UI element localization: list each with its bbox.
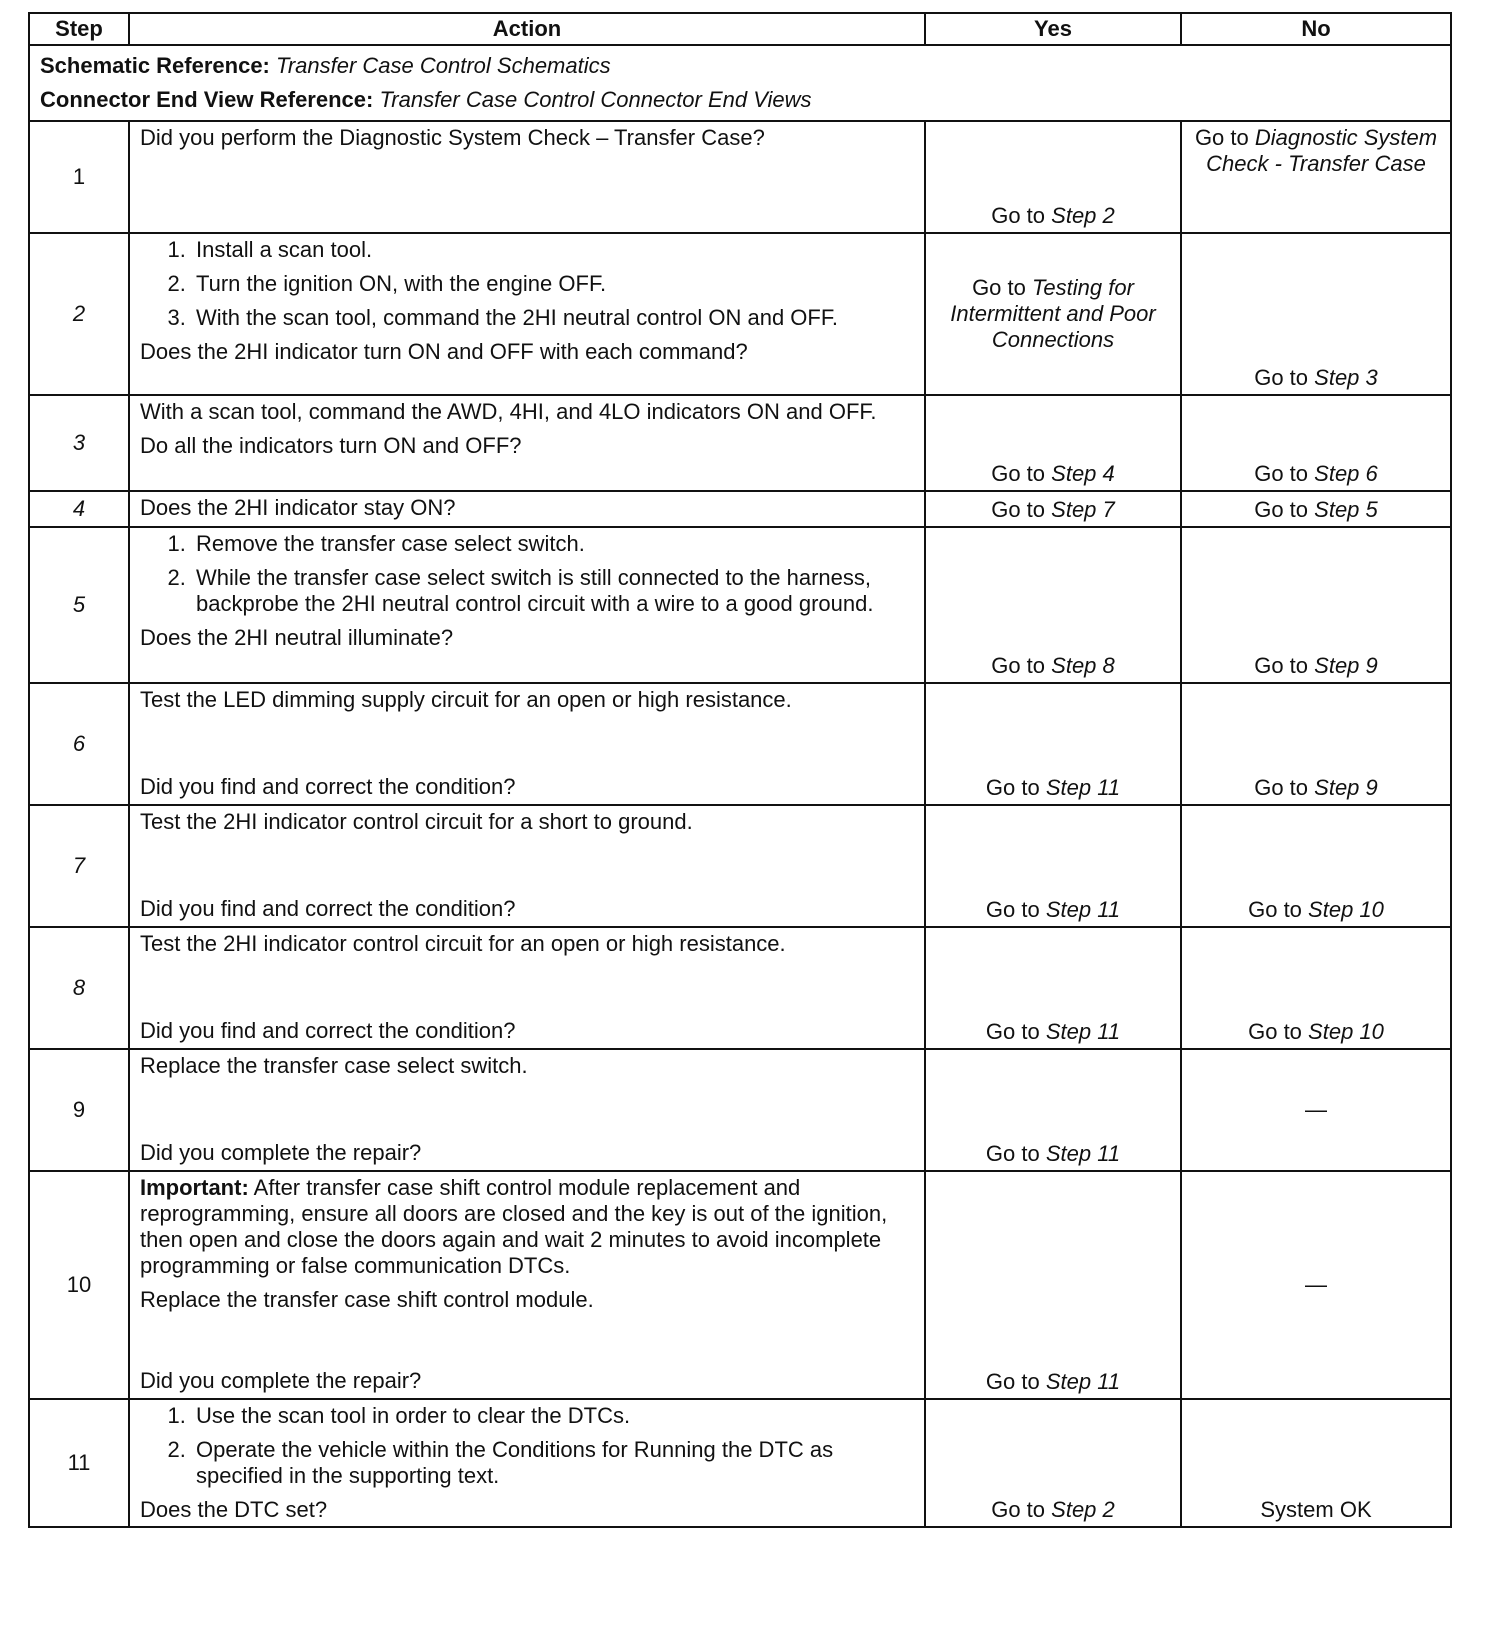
action-cell (129, 121, 925, 233)
yes-target: Step 8 (1051, 653, 1115, 678)
yes-target: Step 4 (1051, 461, 1115, 486)
list-item: 2. Operate the vehicle within the Conditions for Running the DTC as specified in the supporting text. (192, 1437, 914, 1489)
important-label: Important: (140, 1175, 249, 1200)
no-cell (1181, 683, 1451, 805)
yes-target: Step 11 (1045, 775, 1121, 800)
go-to-label: Go to (985, 775, 1040, 800)
go-to-label: Go to (985, 1141, 1040, 1166)
yes-target: Step 2 (1051, 203, 1115, 228)
yes-cell (925, 805, 1181, 927)
step-number: 5 (29, 527, 129, 683)
yes-target: Step 7 (1051, 497, 1115, 522)
no-cell (1181, 1049, 1451, 1171)
step-text: Test the 2HI indicator control circuit for an open or high resistance. (140, 931, 786, 956)
list-item: 2. Turn the ignition ON, with the engine OFF. (192, 271, 914, 297)
no-cell (1181, 491, 1451, 527)
go-to-label: Go to (1248, 897, 1302, 922)
step-question: Does the 2HI indicator stay ON? (140, 495, 456, 520)
step-text: Test the 2HI indicator control circuit for a short to ground. (140, 809, 693, 834)
yes-cell (925, 491, 1181, 527)
action-cell (129, 395, 925, 491)
action-cell (129, 1171, 925, 1399)
important-text: After transfer case shift control module replacement and reprogramming, ensure all doors are closed and the key is out of the ignition, then open and close the doors again and wait 2 minutes to avoid incomplete programming or false communication DTCs. (140, 1175, 888, 1278)
action-cell (129, 1049, 925, 1171)
connector-reference (40, 83, 1440, 117)
action-cell (129, 805, 925, 927)
no-cell (1181, 1399, 1451, 1527)
no-target: Step 9 (1314, 775, 1378, 800)
step-question: Did you complete the repair? (140, 1368, 422, 1393)
diagnostic-table (28, 12, 1452, 1528)
go-to-label: Go to (1248, 1019, 1302, 1044)
reference-cell (29, 45, 1451, 121)
no-cell (1181, 395, 1451, 491)
list-item: 3. With the scan tool, command the 2HI neutral control ON and OFF. (192, 305, 914, 331)
step-text: With a scan tool, command the AWD, 4HI, and 4LO indicators ON and OFF. (140, 399, 877, 424)
system-ok-result: System OK (1260, 1497, 1372, 1522)
list-item: 1. Remove the transfer case select switch. (192, 531, 914, 557)
header-yes: Yes (925, 13, 1181, 45)
step-number: 9 (29, 1049, 129, 1171)
table-row (29, 491, 1451, 527)
step-number: 11 (29, 1399, 129, 1527)
yes-target: Step 11 (1045, 1019, 1121, 1044)
connector-reference-label: Connector End View Reference: (40, 87, 374, 112)
instruction-list (140, 531, 914, 617)
table-row (29, 121, 1451, 233)
no-cell (1181, 927, 1451, 1049)
no-target: Step 6 (1314, 461, 1378, 486)
go-to-label: Go to (985, 1369, 1040, 1394)
step-question: Do all the indicators turn ON and OFF? (140, 433, 522, 458)
no-target: Step 10 (1308, 897, 1384, 922)
yes-cell (925, 927, 1181, 1049)
yes-cell (925, 527, 1181, 683)
go-to-label: Go to (985, 897, 1040, 922)
go-to-label: Go to (1254, 775, 1309, 800)
important-note (140, 1175, 914, 1279)
go-to-label: Go to (1254, 497, 1309, 522)
table-row (29, 927, 1451, 1049)
go-to-label: Go to (1254, 365, 1309, 390)
go-to-label: Go to (985, 1019, 1040, 1044)
yes-cell (925, 1399, 1181, 1527)
list-item: 1. Install a scan tool. (192, 237, 914, 263)
yes-target: Step 2 (1051, 1497, 1115, 1522)
go-to-label: Go to (1254, 653, 1309, 678)
yes-target: Step 11 (1045, 897, 1121, 922)
step-question: Did you find and correct the condition? (140, 896, 516, 921)
header-no: No (1181, 13, 1451, 45)
action-cell (129, 233, 925, 395)
action-cell (129, 491, 925, 527)
list-item: 2. While the transfer case select switch is still connected to the harness, backprobe the 2HI neutral control circuit with a wire to a good ground. (192, 565, 914, 617)
step-number: 8 (29, 927, 129, 1049)
schematic-reference-value: Transfer Case Control Schematics (276, 53, 611, 78)
go-to-label: Go to (991, 653, 1046, 678)
no-cell (1181, 1171, 1451, 1399)
go-to-label: Go to (1194, 125, 1249, 150)
step-question: Does the DTC set? (140, 1497, 328, 1522)
yes-target: Step 11 (1045, 1141, 1121, 1166)
step-text: Test the LED dimming supply circuit for an open or high resistance. (140, 687, 792, 712)
step-question: Did you find and correct the condition? (140, 1018, 516, 1043)
no-target: Step 10 (1308, 1019, 1384, 1044)
header-step: Step (29, 13, 129, 45)
no-dash: — (1305, 1272, 1327, 1297)
table-row (29, 1171, 1451, 1399)
go-to-label: Go to (1254, 461, 1309, 486)
yes-cell (925, 121, 1181, 233)
go-to-label: Go to (991, 203, 1046, 228)
no-cell (1181, 527, 1451, 683)
yes-cell (925, 1171, 1181, 1399)
yes-target: Testing for Intermittent and Poor Connections (950, 275, 1156, 352)
header-action: Action (129, 13, 925, 45)
no-target: Step 5 (1314, 497, 1378, 522)
step-question: Did you find and correct the condition? (140, 774, 516, 799)
no-target: Step 3 (1314, 365, 1378, 390)
table-row (29, 527, 1451, 683)
step-question: Does the 2HI indicator turn ON and OFF with each command? (140, 339, 748, 364)
schematic-reference (40, 49, 1440, 83)
go-to-label: Go to (991, 497, 1046, 522)
no-cell (1181, 805, 1451, 927)
no-target: Step 9 (1314, 653, 1378, 678)
instruction-list (140, 1403, 914, 1489)
table-row (29, 805, 1451, 927)
table-row (29, 1049, 1451, 1171)
step-number: 7 (29, 805, 129, 927)
step-question: Did you complete the repair? (140, 1140, 422, 1165)
connector-reference-value: Transfer Case Control Connector End Views (379, 87, 812, 112)
table-row (29, 233, 1451, 395)
go-to-label: Go to (972, 275, 1026, 300)
header-row (29, 13, 1451, 45)
go-to-label: Go to (991, 1497, 1046, 1522)
action-cell (129, 527, 925, 683)
action-cell (129, 683, 925, 805)
step-number: 1 (29, 121, 129, 233)
table-row (29, 395, 1451, 491)
step-question: Did you perform the Diagnostic System Check – Transfer Case? (140, 125, 765, 150)
yes-cell (925, 233, 1181, 395)
step-number: 4 (29, 491, 129, 527)
no-target: Diagnostic System Check - Transfer Case (1206, 125, 1438, 176)
no-dash: — (1305, 1097, 1327, 1122)
table-row (29, 683, 1451, 805)
yes-target: Step 11 (1045, 1369, 1121, 1394)
schematic-reference-label: Schematic Reference: (40, 53, 270, 78)
go-to-label: Go to (991, 461, 1046, 486)
action-cell (129, 1399, 925, 1527)
step-number: 2 (29, 233, 129, 395)
list-item: 1. Use the scan tool in order to clear the DTCs. (192, 1403, 914, 1429)
yes-cell (925, 1049, 1181, 1171)
reference-row (29, 45, 1451, 121)
no-cell (1181, 121, 1451, 233)
step-number: 10 (29, 1171, 129, 1399)
instruction-list (140, 237, 914, 331)
no-cell (1181, 233, 1451, 395)
action-cell (129, 927, 925, 1049)
step-question: Does the 2HI neutral illuminate? (140, 625, 454, 650)
step-text: Replace the transfer case select switch. (140, 1053, 528, 1078)
table-row (29, 1399, 1451, 1527)
step-number: 6 (29, 683, 129, 805)
step-text: Replace the transfer case shift control module. (140, 1287, 594, 1312)
yes-cell (925, 395, 1181, 491)
yes-cell (925, 683, 1181, 805)
step-number: 3 (29, 395, 129, 491)
